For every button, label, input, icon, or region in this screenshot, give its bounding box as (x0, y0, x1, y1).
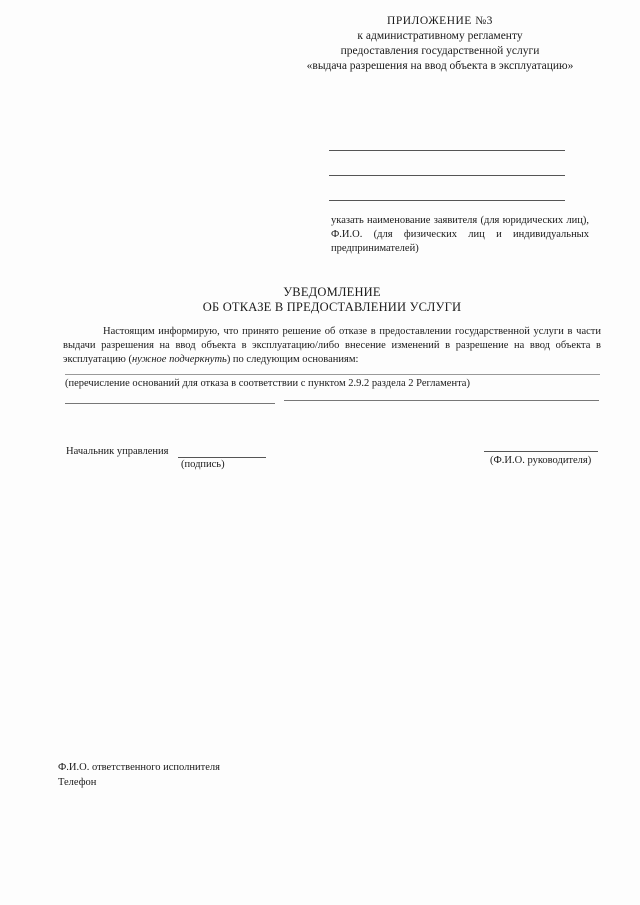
executor-label: Ф.И.О. ответственного исполнителя (58, 762, 220, 773)
applicant-note: указать наименование заявителя (для юридических лиц), Ф.И.О. (для физических лиц и индивидуальных предпринимателей) (331, 215, 589, 254)
reasons-label: (перечисление оснований для отказа в соответствии с пунктом 2.9.2 раздела 2 Регламента) (65, 378, 470, 389)
applicant-line-3 (329, 200, 565, 201)
name-caption: (Ф.И.О. руководителя) (490, 455, 592, 466)
reasons-line-1 (65, 374, 600, 375)
signatory-position: Начальник управления (66, 446, 169, 457)
appendix-number: ПРИЛОЖЕНИЕ №3 (387, 15, 493, 27)
reasons-line-2a (65, 403, 275, 404)
body-text-part-1: Настоящим информирую, что принято решение об отказе в предоставлении государственной услуги в части выдачи разрешения на ввод объекта в эксплуатацию/либо внесение изменений в разрешение на ввод объекта в эксплуатацию ( (63, 326, 601, 365)
document-title (0, 285, 640, 315)
appendix-service-line: предоставления государственной услуги (340, 45, 540, 57)
name-line (484, 451, 598, 452)
reasons-line-2b (284, 400, 599, 401)
appendix-header (250, 14, 630, 74)
signature-caption: (подпись) (181, 459, 225, 470)
title-line-2: ОБ ОТКАЗЕ В ПРЕДОСТАВЛЕНИИ УСЛУГИ (202, 300, 462, 314)
phone-label: Телефон (58, 777, 97, 788)
body-paragraph (63, 325, 601, 367)
appendix-reference-line: к административному регламенту (357, 30, 523, 42)
title-line-1: УВЕДОМЛЕНИЕ (283, 285, 381, 299)
body-text-part-2: ) по следующим основаниям: (226, 354, 359, 365)
appendix-service-name: «выдача разрешения на ввод объекта в эксплуатацию» (306, 60, 574, 72)
applicant-line-2 (329, 175, 565, 176)
body-italic-note: нужное подчеркнуть (131, 354, 227, 365)
applicant-line-1 (329, 150, 565, 151)
signature-line (178, 457, 266, 458)
